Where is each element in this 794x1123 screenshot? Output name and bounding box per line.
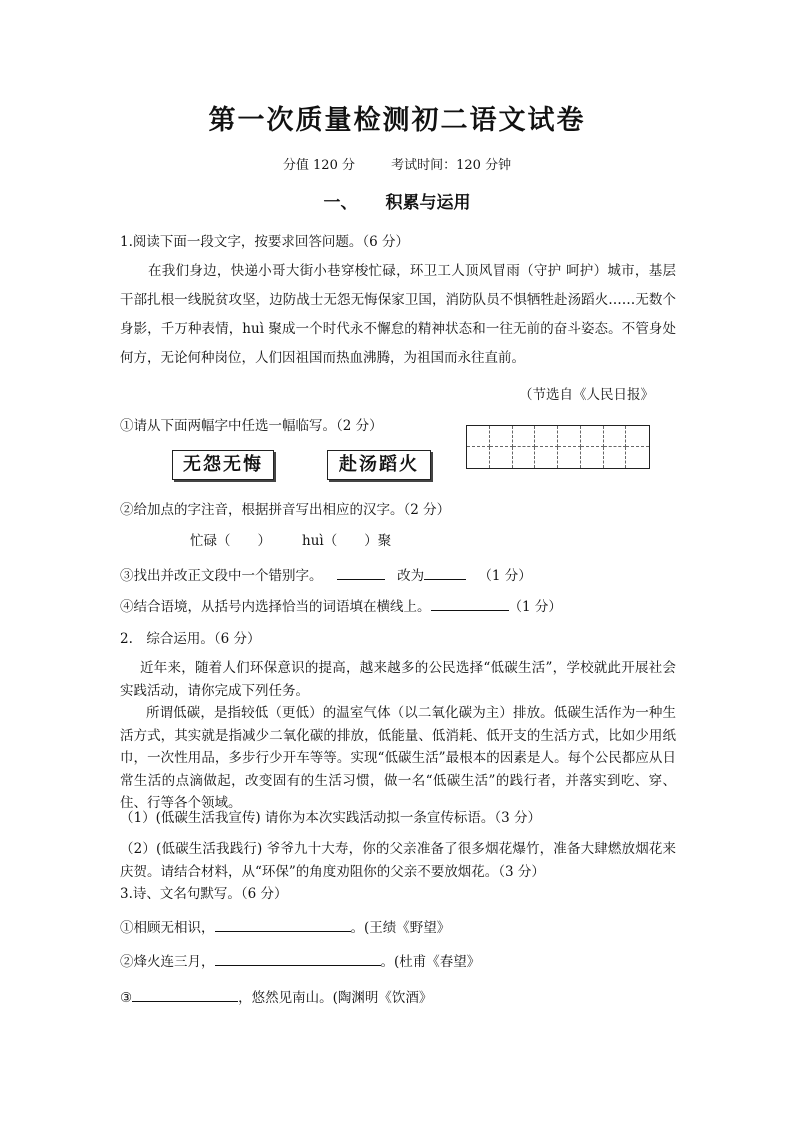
page-title: 第一次质量检测初二语文试卷 [208, 105, 586, 136]
q1-sub4 [120, 595, 562, 615]
section-number: 一、 [323, 193, 358, 213]
q1-passage: 在我们身边，快递小哥大街小巷穿梭忙碌，环卫工人顶风冒雨（守护 呵护）城市，基层干部扎根一线脱贫攻坚，边防战士无怨无悔保家卫国，消防队员不惧牺牲赴汤蹈火……无数个身影，千万种表情，huì 聚成一个时代永不懈怠的精神状态和一往无前的奋斗姿态。不管身处何方，无论何种岗位，人们因祖国而热血沸腾，为祖国而永往直前。 [120, 263, 676, 366]
q2-prompt: 2. 综合运用。（6 分） [120, 631, 261, 647]
exam-score: 分值 120 分 [282, 158, 355, 173]
section-name: 积累与运用 [385, 193, 471, 213]
exam-time: 考试时间：120 分钟 [391, 158, 512, 173]
q1-sub3 [120, 564, 532, 584]
q2-task2: （2）(低碳生活我践行) 爷爷九十大寿，你的父亲准备了很多烟花爆竹，准备大肆燃放烟花来庆贺。请结合材料，从“环保”的角度劝阻你的父亲不要放烟花。（3 分） [120, 841, 676, 880]
poem-line-3-source: ，悠然见南山。(陶渊明《饮酒》 [238, 990, 433, 1006]
q2-para1: 近年来，随着人们环保意识的提高，越来越多的公民选择“低碳生活”，学校就此开展社会实践活动，请你完成下列任务。 [120, 660, 676, 699]
poem-line-1-source: 。(王绩《野望》 [350, 920, 451, 936]
poem-line-1-text: ①相顾无相识， [120, 920, 215, 936]
q1-sub3-score: （1 分） [478, 568, 532, 584]
poem-line-3 [120, 986, 432, 1006]
exam-info [0, 154, 794, 173]
poem-line-2-source: 。(杜甫《春望》 [380, 954, 481, 970]
q1-sub3-change: 改为 [397, 568, 425, 584]
q1-sub4-score: （1 分） [508, 599, 562, 615]
q1-sub3-text: ③找出并改正文段中一个错别字。 [120, 568, 323, 584]
poem-line-1 [120, 916, 450, 936]
q1-source: （节选自《人民日报》 [519, 387, 654, 403]
poem-line-2-text: ②烽火连三月， [120, 954, 215, 970]
q1-prompt: 1.阅读下面一段文字，按要求回答问题。（6 分） [120, 234, 410, 250]
poem-blank-3[interactable] [132, 988, 238, 1002]
q2-para2: 所谓低碳，是指较低（更低）的温室气体（以二氧化碳为主）排放。低碳生活作为一种生活方式，其实就是指减少二氧化碳的排放，低能量、低消耗、低开支的生活方式，比如少用纸巾，一次性用品，多步行少开车等等。实现“低碳生活”最根本的因素是人。每个公民都应从日常生活的点滴做起，改变固有的生活习惯，做一名“低碳生活”的践行者，并落实到吃、穿、住、行等各个领域。 [120, 705, 676, 811]
q1-sub2: ②给加点的字注音，根据拼音写出相应的汉字。（2 分） [120, 502, 451, 518]
pinyin-blank-a[interactable]: 忙碌（ ） [190, 533, 271, 549]
writing-grid[interactable] [466, 425, 650, 469]
poem-line-2 [120, 950, 480, 970]
q3-prompt: 3.诗、文名句默写。（6 分） [120, 886, 288, 902]
wrong-char-blank[interactable] [337, 566, 385, 580]
section-heading [0, 188, 794, 213]
poem-blank-2[interactable] [215, 952, 381, 966]
q2-task1: （1）(低碳生活我宣传) 请你为本次实践活动拟一条宣传标语。（3 分） [120, 810, 542, 826]
correct-char-blank[interactable] [424, 566, 466, 580]
q1-sub4-text: ④结合语境，从括号内选择恰当的词语填在横线上。 [120, 599, 431, 615]
q1-sub1: ①请从下面两幅字中任选一幅临写。（2 分） [120, 418, 383, 434]
calligraphy-sample-2: 赴汤蹈火 [327, 450, 431, 480]
pinyin-blank-b[interactable]: huì（ ）聚 [302, 533, 392, 549]
word-choice-blank[interactable] [431, 597, 509, 611]
calligraphy-sample-1: 无怨无悔 [172, 450, 274, 480]
poem-line-3-text: ③ [120, 990, 133, 1006]
poem-blank-1[interactable] [215, 918, 351, 932]
